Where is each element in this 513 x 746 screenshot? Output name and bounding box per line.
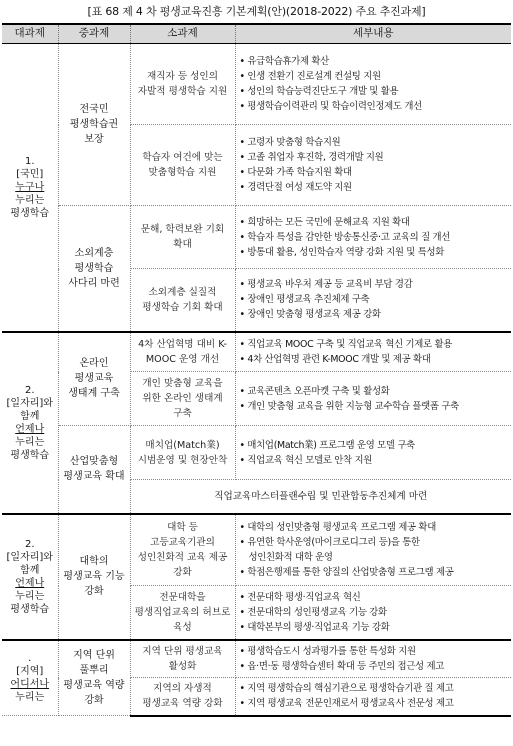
detail-list: • 지역 평생학습의 핵심기관으로 평생학습기관 질 제고 • 지역 평생교육 전문인재로서 평생교육사 전문성 제고 <box>235 678 511 716</box>
table-row <box>2 206 511 269</box>
detail-list: • 전문대학 평생·직업교육 혁신 • 전문대학의 성인평생교육 기능 강화 • 대학본부의 평생·직업교육 기능 강화 <box>235 586 511 640</box>
minor-task: 전문대학을 평생직업교육의 허브로 육성 <box>130 586 235 640</box>
middle-task: 대학의 평생교육 기능 강화 <box>58 514 130 640</box>
minor-task: 재직자 등 성인의 자발적 평생학습 지원 <box>130 44 235 125</box>
header-detail: 세부내용 <box>235 24 511 44</box>
detail-list: • 평생학습도시 성과평가를 통한 특성화 지원 • 읍·면·동 평생학습센터 확대 등 주민의 접근성 제고 <box>235 640 511 678</box>
major-task-4: . [지역] 어디서나 누리는 <box>2 640 58 716</box>
detail-list: • 평생교육 바우처 제공 등 교육비 부담 경감 • 장애인 평생교육 추진체제 구축 • 장애인 맞춤형 평생교육 제공 강화 <box>235 269 511 332</box>
table-row <box>2 332 511 372</box>
minor-task: 소외계층 실질적 평생학습 기회 확대 <box>130 269 235 332</box>
middle-task: 전국민 평생학습권 보장 <box>58 44 130 206</box>
major-task-2: 2. [일자리]와 함께 언제나 누리는 평생학습 <box>2 332 58 514</box>
middle-task: 온라인 평생교육 생태계 구축 <box>58 332 130 426</box>
detail-list: • 고령자 맞춤형 학습지원 • 고졸 취업자 후진학, 경력개발 지원 • 다문화 가족 학습지원 확대 • 경력단절 여성 재도약 지원 <box>235 125 511 206</box>
major-task-3: 2. [일자리]와 함께 언제나 누리는 평생학습 <box>2 514 58 640</box>
plan-table <box>2 23 511 717</box>
middle-task: 소외계층 평생학습 사다리 마련 <box>58 206 130 332</box>
detail-list: • 희망하는 모든 국민에 문해교육 지원 확대 • 학습자 특성을 감안한 방송통신중·고 교육의 질 개선 • 방통대 활용, 성인학습자 역량 강화 지원 및 특성화 <box>235 206 511 269</box>
table-title: [표 68 제 4 차 평생교육진흥 기본계획(안)(2018-2022) 주요 추진과제] <box>87 5 426 18</box>
table-row <box>2 426 511 480</box>
minor-task-wide: 직업교육마스터플랜수립 및 민관합동추진체계 마련 <box>130 480 511 514</box>
minor-task: 개인 맞춤형 교육을 위한 온라인 생태계 구축 <box>130 372 235 426</box>
header-row <box>2 24 511 44</box>
minor-task: 지역 단위 평생교육 활성화 <box>130 640 235 678</box>
major-task-1: 1. [국민] 누구나 누리는 평생학습 <box>2 44 58 332</box>
table-row <box>2 640 511 678</box>
table-row <box>2 514 511 586</box>
detail-list: • 대학의 성인맞춤형 평생교육 프로그램 제공 확대 • 유연한 학사운영(마이크로디그리 등)을 통한 성인친화적 대학 운영 • 학점은행제를 통한 양질의 산업맞춤형 프로그램 제공 <box>235 514 511 586</box>
header-middle: 중과제 <box>58 24 130 44</box>
detail-list: • 유급학습휴가제 확산 • 인생 전환기 진로설계 컨설팅 지원 • 성인의 학습능력진단도구 개발 및 활용 • 평생학습이력관리 및 학습이력인정제도 개선 <box>235 44 511 125</box>
header-minor: 소과제 <box>130 24 235 44</box>
table-row <box>2 44 511 125</box>
minor-task: 문해, 학력보완 기회 확대 <box>130 206 235 269</box>
middle-task: 산업맞춤형 평생교육 확대 <box>58 426 130 514</box>
minor-task: 대학 등 고등교육기관의 성인친화적 교육 제공 강화 <box>130 514 235 586</box>
minor-task: 지역의 자생적 평생교육 역량 강화 <box>130 678 235 716</box>
minor-task: 4차 산업혁명 대비 K-MOOC 운영 개선 <box>130 332 235 372</box>
middle-task: 지역 단위 풀뿌리 평생교육 역량 강화 <box>58 640 130 716</box>
minor-task: 학습자 여건에 맞는 맞춤형학습 지원 <box>130 125 235 206</box>
header-major: 대과제 <box>2 24 58 44</box>
detail-list: • 직업교육 MOOC 구축 및 직업교육 혁신 기제로 활용 • 4차 산업혁명 관련 K-MOOC 개발 및 제공 확대 <box>235 332 511 372</box>
detail-list: • 매치업(Match業) 프로그램 운영 모델 구축 • 직업교육 혁신 모델로 안착 지원 <box>235 426 511 480</box>
detail-list: • 교육콘텐츠 오픈마켓 구축 및 활성화 • 개인 맞춤형 교육을 위한 지능형 교수학습 플랫폼 구축 <box>235 372 511 426</box>
minor-task: 매치업(Match業) 시범운영 및 현장안착 <box>130 426 235 480</box>
